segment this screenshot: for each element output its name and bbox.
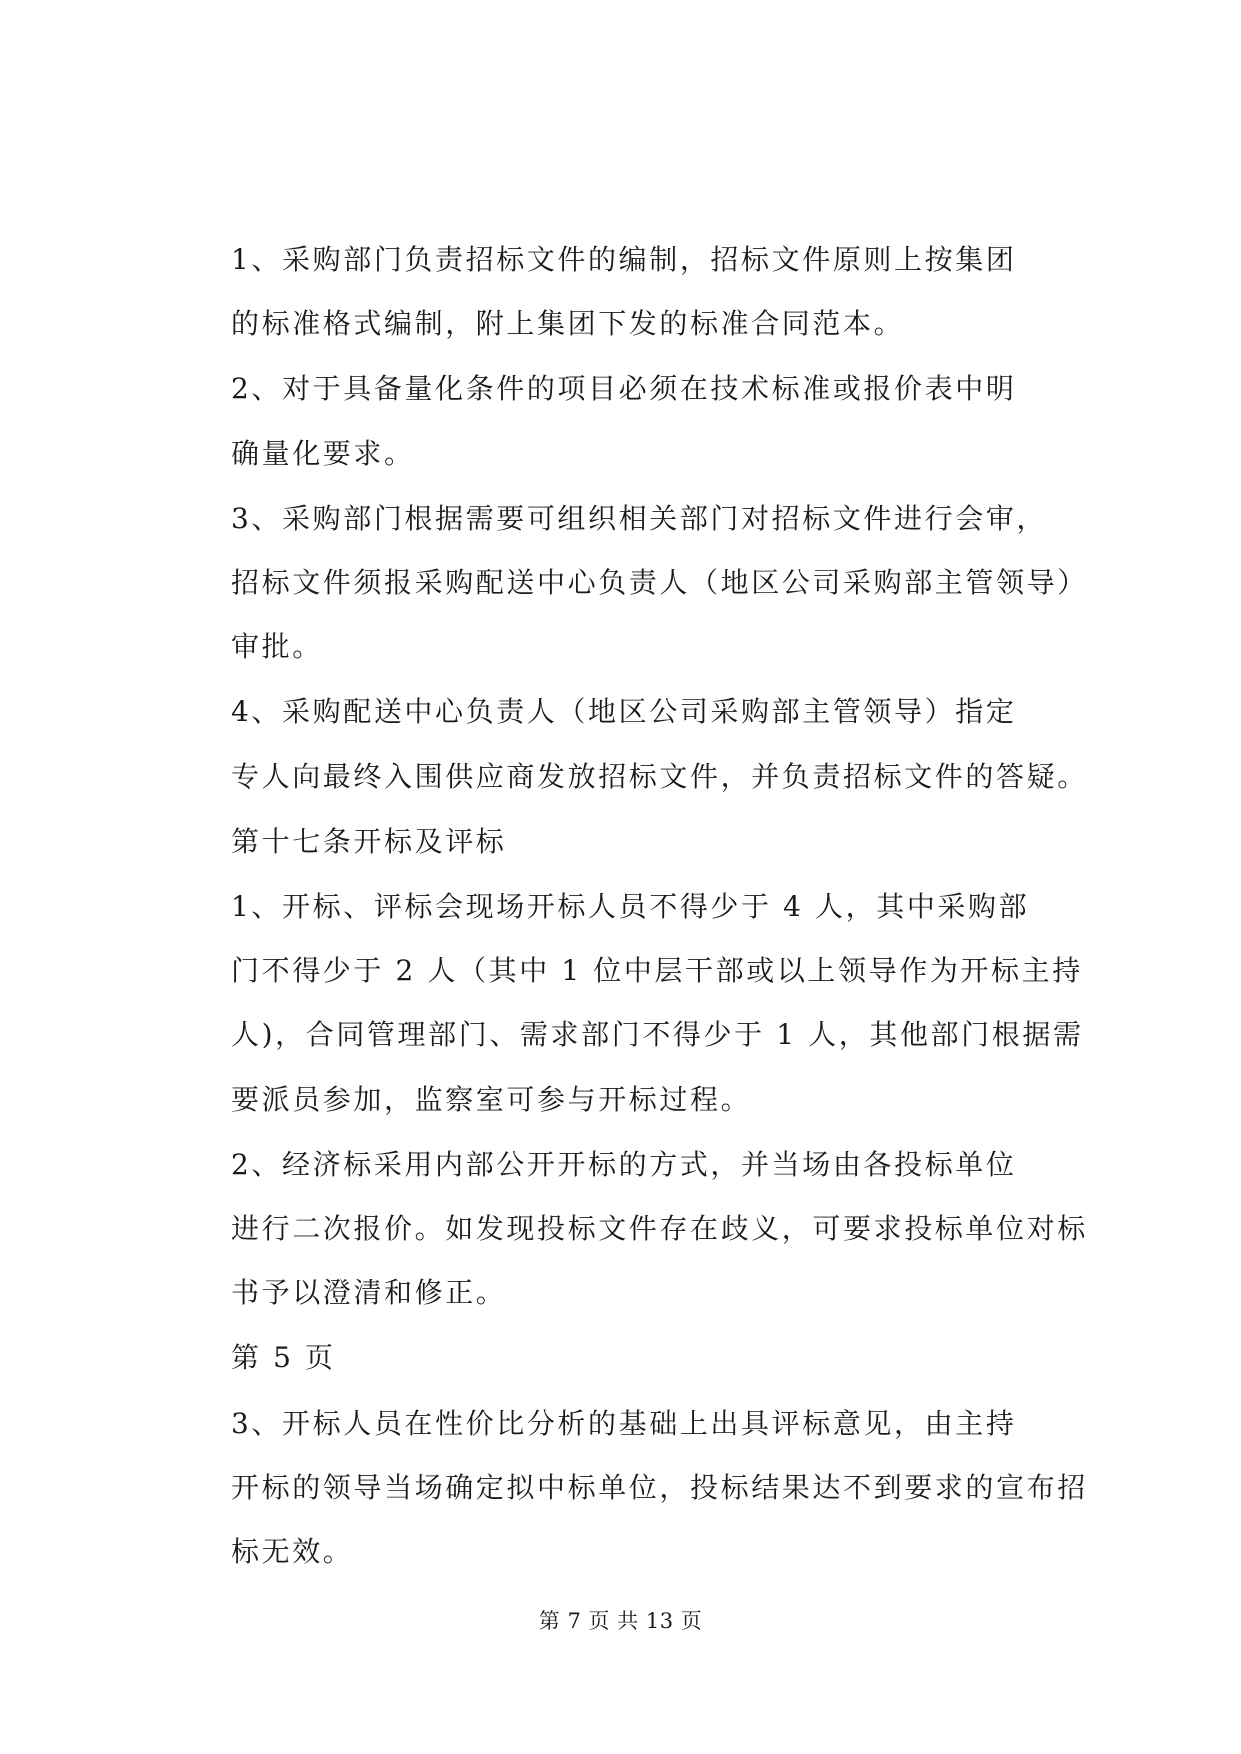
paragraph-item-2	[167, 357, 1087, 485]
paragraph-line: 的标准格式编制，附上集团下发的标准合同范本。	[231, 307, 905, 341]
paragraph-article-17-item-2	[167, 1133, 1087, 1326]
paragraph-line: 人)，合同管理部门、需求部门不得少于 1 人，其他部门根据需	[231, 1018, 1084, 1052]
paragraph-line: 确量化要求。	[231, 436, 415, 470]
paragraph-article-17-item-3	[167, 1392, 1087, 1585]
paragraph-line: 书予以澄清和修正。	[231, 1276, 507, 1310]
paragraph-item-1	[167, 228, 1087, 356]
paragraph-line: 4、采购配送中心负责人（地区公司采购部主管领导）指定	[231, 695, 1017, 729]
paragraph-line: 招标文件须报采购配送中心负责人（地区公司采购部主管领导）	[231, 566, 1088, 600]
paragraph-line: 3、开标人员在性价比分析的基础上出具评标意见，由主持	[231, 1406, 1017, 1440]
paragraph-line: 专人向最终入围供应商发放招标文件，并负责招标文件的答疑。	[231, 759, 1088, 793]
paragraph-line: 1、采购部门负责招标文件的编制，招标文件原则上按集团	[231, 243, 1017, 276]
paragraph-line: 1、开标、评标会现场开标人员不得少于 4 人，其中采购部	[231, 890, 1030, 924]
paragraph-inline-page-marker	[167, 1326, 1087, 1390]
paragraph-line: 要派员参加，监察室可参与开标过程。	[231, 1082, 752, 1116]
paragraph-line: 第 5 页	[231, 1341, 336, 1375]
paragraph-line: 审批。	[231, 630, 323, 664]
paragraph-line: 门不得少于 2 人（其中 1 位中层干部或以上领导作为开标主持	[231, 954, 1083, 988]
document-body	[167, 228, 1087, 1585]
paragraph-line: 开标的领导当场确定拟中标单位，投标结果达不到要求的宣布招	[231, 1470, 1088, 1504]
paragraph-item-3	[167, 487, 1087, 680]
paragraph-line: 标无效。	[231, 1535, 354, 1569]
paragraph-line: 2、对于具备量化条件的项目必须在技术标准或报价表中明	[231, 372, 1017, 406]
paragraph-line: 进行二次报价。如发现投标文件存在歧义，可要求投标单位对标	[231, 1212, 1088, 1246]
paragraph-line: 2、经济标采用内部公开开标的方式，并当场由各投标单位	[231, 1147, 1017, 1181]
paragraph-article-17-item-1	[167, 875, 1087, 1132]
paragraph-article-17-heading	[167, 810, 1087, 874]
paragraph-item-4	[167, 680, 1087, 808]
paragraph-line: 第十七条开标及评标	[231, 824, 507, 858]
page-footer: 第 7 页 共 13 页	[538, 1609, 703, 1633]
paragraph-line: 3、采购部门根据需要可组织相关部门对招标文件进行会审，	[231, 501, 1048, 535]
